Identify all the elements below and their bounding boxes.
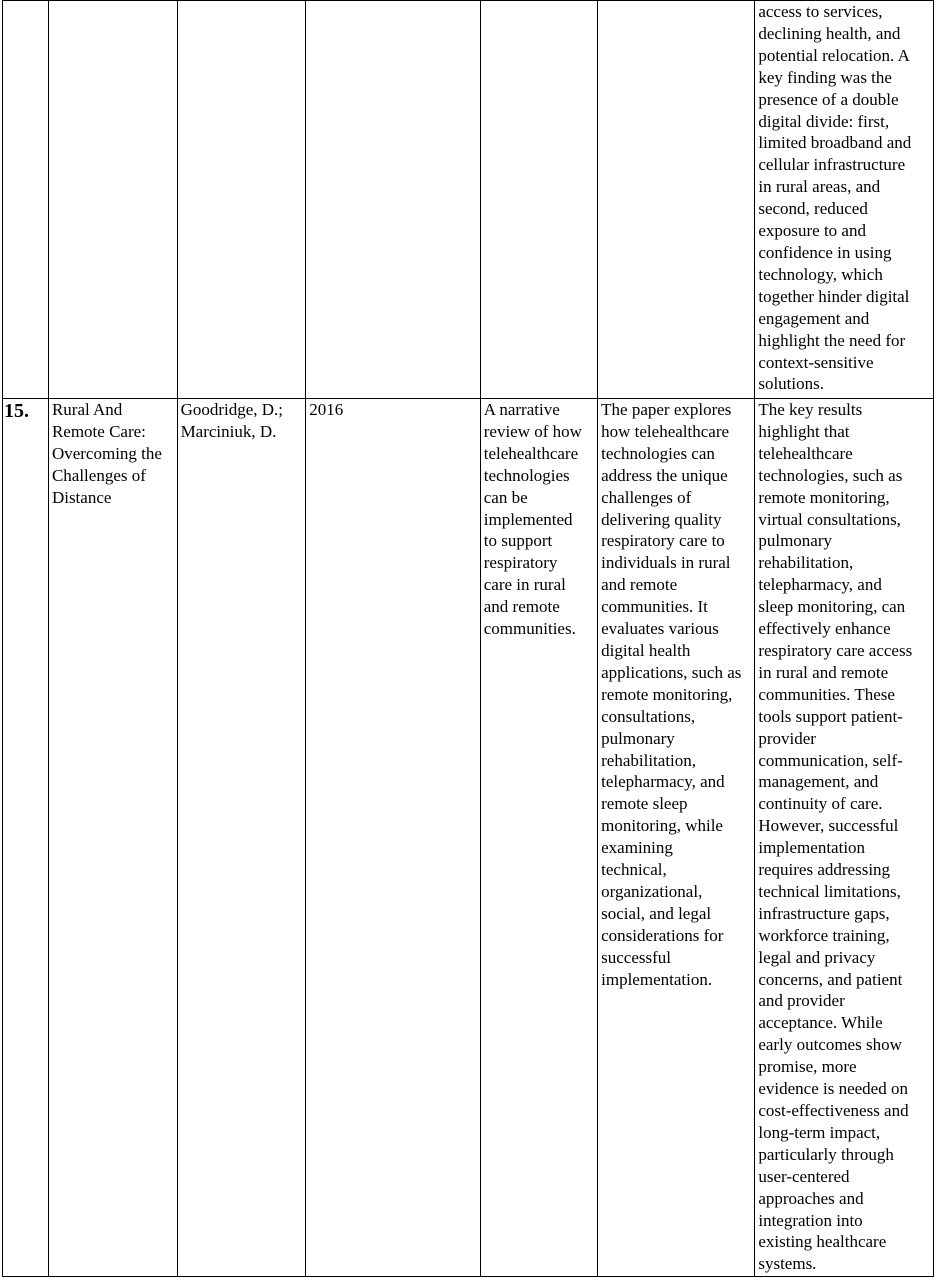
cell-title — [48, 1, 177, 399]
cell-number — [3, 1, 49, 399]
cell-authors: Goodridge, D.; Marciniuk, D. — [177, 399, 306, 1277]
cell-methodology: A narrative review of how telehealthcare technologies can be implemented to support respiratory care in rural and remote communities. — [480, 399, 597, 1277]
cell-aim: The paper explores how telehealthcare technologies can address the unique challenges of delivering quality respiratory care to individuals in rural and remote communities. It evaluates various digital health applications, such as remote monitoring, consultations, pulmonary rehabilitation, telepharmacy, and remote sleep monitoring, while examining technical, organizational, social, and legal considerations for successful implementation. — [598, 399, 755, 1277]
cell-methodology — [480, 1, 597, 399]
cell-number: 15. — [3, 399, 49, 1277]
table-row-continued — [3, 1, 934, 399]
cell-results: access to services, declining health, and potential relocation. A key finding was the presence of a double digital divide: first, limited broadband and cellular infrastructure in rural areas, and second, reduced exposure to and confidence in using technology, which together hinder digital engagement and highlight the need for context-sensitive solutions. — [755, 1, 934, 399]
cell-results: The key results highlight that telehealthcare technologies, such as remote monitoring, virtual consultations, pulmonary rehabilitation, telepharmacy, and sleep monitoring, can effectively enhance respiratory care access in rural and remote communities. These tools support patient- provider communication, self- management, and continuity of care. However, successful implementation requires addressing technical limitations, infrastructure gaps, workforce training, legal and privacy concerns, and patient and provider acceptance. While early outcomes show promise, more evidence is needed on cost-effectiveness and long-term impact, particularly through user-centered approaches and integration into existing healthcare systems. — [755, 399, 934, 1277]
cell-title: Rural And Remote Care: Overcoming the Challenges of Distance — [48, 399, 177, 1277]
cell-year — [306, 1, 481, 399]
table-row-15 — [3, 399, 934, 1277]
cell-aim — [598, 1, 755, 399]
cell-authors — [177, 1, 306, 399]
literature-table — [2, 0, 934, 1277]
cell-year: 2016 — [306, 399, 481, 1277]
